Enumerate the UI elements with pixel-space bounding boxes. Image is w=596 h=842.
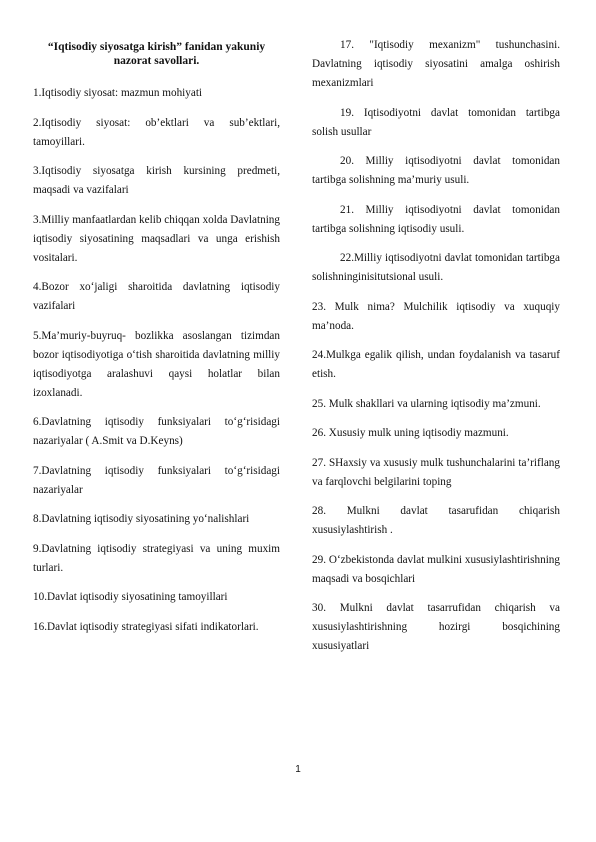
question-item: 22.Milliy iqtisodiyotni davlat tomonidan tartibga solishninginisitutsional usuli. [312, 252, 560, 283]
question-item: 28. Mulkni davlat tasarufidan chiqarish xususiylashtirish . [312, 505, 560, 536]
question-item: 21. Milliy iqtisodiyotni davlat tomonidan tartibga solishning iqtisodiy usuli. [312, 203, 560, 235]
question-item: 3.Milliy manfaatlardan kelib chiqqan xolda Davlatning iqtisodiy siyosatining maqsadlari va unga erishish vositalari. [33, 213, 280, 264]
question-item: 19. Iqtisodiyotni davlat tomonidan tartibga solish usullar [312, 106, 560, 138]
document-title: “Iqtisodiy siyosatga kirish” fanidan yakuniy nazorat savollari. [47, 41, 266, 67]
question-item: 9.Davlatning iqtisodiy strategiyasi va uning muxim turlari. [33, 542, 280, 574]
question-item: 24.Mulkga egalik qilish, undan foydalanish va tasaruf etish. [312, 349, 560, 380]
left-column [33, 36, 280, 647]
question-item: 10.Davlat iqtisodiy siyosatining tamoyillari [33, 591, 228, 603]
question-item: 17. "Iqtisodiy mexanizm" tushunchasini. Davlatning iqtisodiy siyosatini amalga oshirish mexanizmlari [312, 39, 560, 89]
question-item: 2.Iqtisodiy siyosat: ob’ektlari va sub’ektlari, tamoyillari. [33, 116, 280, 148]
question-item: 27. SHaxsiy va xususiy mulk tushunchalarini ta’riflang va farqlovchi belgilarini toping [312, 456, 560, 488]
question-item: 6.Davlatning iqtisodiy funksiyalari to‘g‘risidagi nazariyalar ( A.Smit va D.Keyns) [33, 416, 280, 447]
question-item: 4.Bozor xo‘jaligi sharoitida davlatning iqtisodiy vazifalari [33, 281, 280, 312]
question-item: 3.Iqtisodiy siyosatga kirish kursining predmeti, maqsadi va vazifalari [33, 165, 280, 196]
page-number: 1 [295, 764, 301, 775]
question-item: 30. Mulkni davlat tasarrufidan chiqarish va xususiylashtirishning hozirgi bosqichining xususiyatlari [312, 602, 560, 652]
question-item: 16.Davlat iqtisodiy strategiyasi sifati indikatorlari. [33, 620, 259, 633]
question-item: 5.Ma’muriy-buyruq- bozlikka asoslangan tizimdan bozor iqtisodiyotiga o‘tish sharoitida davlatning milliy iqtisodiyotga aralashuvi qaysi holatlar bilan izoxlanadi. [33, 329, 280, 399]
right-column [312, 36, 560, 667]
question-item: 1.Iqtisodiy siyosat: mazmun mohiyati [33, 87, 203, 99]
question-item: 7.Davlatning iqtisodiy funksiyalari to‘g‘risidagi nazariyalar [33, 464, 280, 496]
question-item: 26. Xususiy mulk uning iqtisodiy mazmuni. [312, 427, 509, 439]
question-item: 8.Davlatning iqtisodiy siyosatining yo‘nalishlari [33, 513, 250, 525]
question-item: 29. O‘zbekistonda davlat mulkini xususiylashtirishning maqsadi va bosqichlari [312, 553, 560, 585]
question-item: 25. Mulk shakllari va ularning iqtisodiy ma’zmuni. [312, 397, 541, 410]
question-item: 20. Milliy iqtisodiyotni davlat tomonidan tartibga solishning ma’muriy usuli. [312, 155, 560, 186]
question-item: 23. Mulk nima? Mulchilik iqtisodiy va xuquqiy ma’noda. [312, 300, 560, 332]
